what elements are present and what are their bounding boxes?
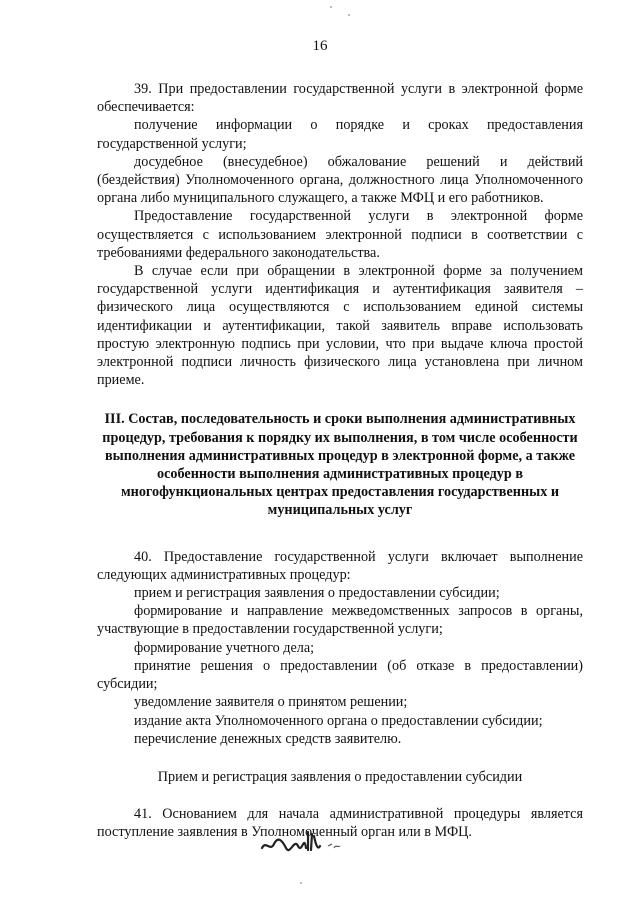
- list-item: формирование и направление межведомственных запросов в органы, участвующие в предоставлении государственной услуги;: [97, 603, 583, 638]
- section-heading: III. Состав, последовательность и сроки выполнения административных процедур, требования к порядку их выполнения, в том числе особенности выполнения административных процедур в электронной форме, а также особенности выполнения административных процедур в многофункциональных центрах предоставления государственных и муниципальных услуг: [102, 411, 578, 519]
- list-item: уведомление заявителя о принятом решении;: [134, 694, 408, 711]
- scan-speck: [348, 14, 350, 16]
- document-body: [97, 80, 583, 842]
- list-item: издание акта Уполномоченного органа о предоставлении субсидии;: [134, 712, 543, 729]
- paragraph: В случае если при обращении в электронной форме за получением государственной услуги идентификация и аутентификация заявителя – физического лица осуществляются с использованием единой системы идентификации и аутентификации, такой заявитель вправе использовать простую электронную подпись при условии, что при выдаче ключа простой электронной подписи личность физического лица установлена при личном приеме.: [97, 263, 583, 389]
- list-item: прием и регистрация заявления о предоставлении субсидии;: [134, 585, 500, 602]
- paragraph-40: 40. Предоставление государственной услуги включает выполнение следующих административных процедур:: [97, 548, 583, 583]
- subsection-heading: Прием и регистрация заявления о предоставлении субсидии: [157, 768, 523, 785]
- list-item: получение информации о порядке и сроках предоставления государственной услуги;: [97, 117, 583, 152]
- list-item: досудебное (внесудебное) обжалование решений и действий (бездействия) Уполномоченного органа, должностного лица Уполномоченного органа либо муниципального служащего, а также МФЦ и его работников.: [97, 153, 583, 207]
- paragraph-39: 39. При предоставлении государственной услуги в электронной форме обеспечивается:: [97, 81, 583, 116]
- list-item: формирование учетного дела;: [134, 639, 315, 656]
- page-number: 16: [312, 38, 328, 54]
- list-item: принятие решения о предоставлении (об отказе в предоставлении) субсидии;: [97, 657, 583, 693]
- paragraph-41: 41. Основанием для начала административной процедуры является поступление заявления в Уполномоченный орган или в МФЦ.: [97, 806, 583, 841]
- paragraph: Предоставление государственной услуги в электронной форме осуществляется с использованием электронной подписи в соответствии с требованиями федерального законодательства.: [97, 208, 583, 261]
- signature-scribble: [258, 826, 358, 862]
- scan-speck: [300, 882, 302, 884]
- list-item: перечисление денежных средств заявителю.: [134, 730, 402, 747]
- scan-speck: [330, 6, 332, 8]
